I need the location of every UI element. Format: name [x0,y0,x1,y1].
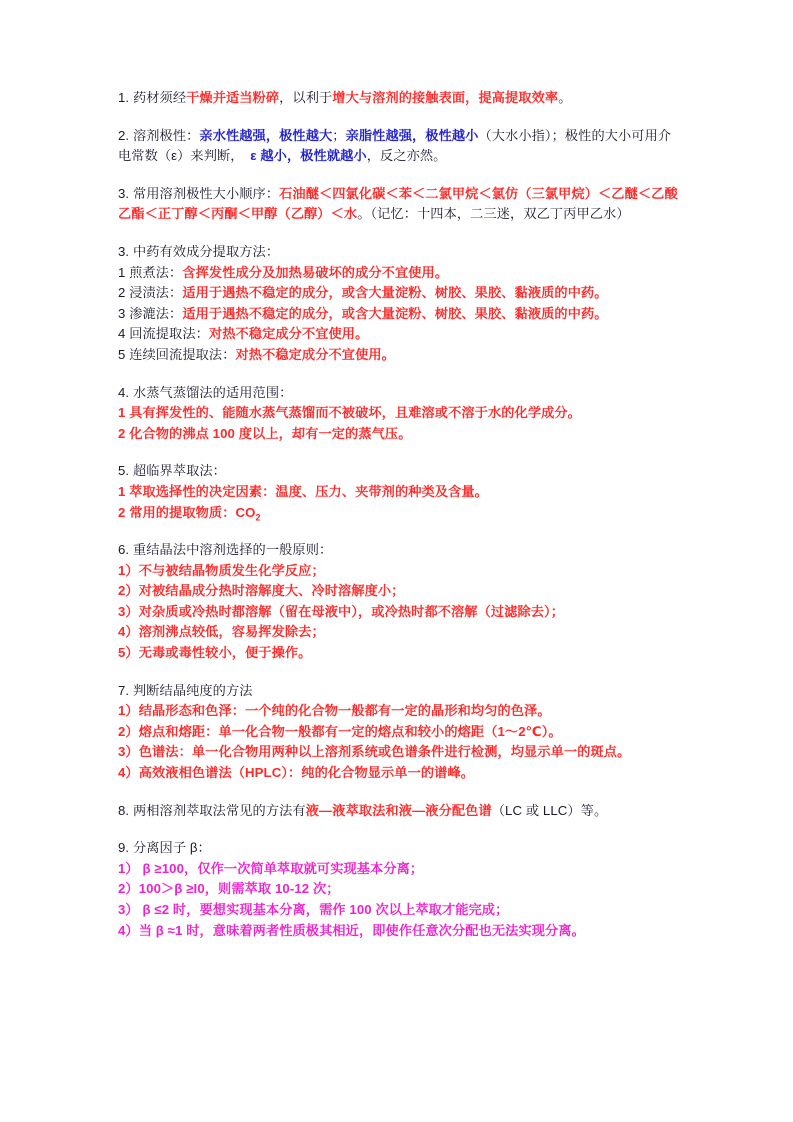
text-run: 1. 药材须经 [118,90,187,105]
text-run: 适用于遇热不稳定的成分，或含大量淀粉、树胶、果胶、黏液质的中药。 [182,305,608,321]
text-line [118,763,682,784]
text-block [118,242,682,366]
text-block [118,88,682,109]
text-run: 8. 两相溶剂萃取法常见的方法有 [118,802,306,818]
text-line [118,540,682,561]
text-run: 适用于遇热不稳定的成分，或含大量淀粉、树胶、果胶、黏液质的中药。 [182,285,608,301]
text-run: 3. 常用溶剂极性大小顺序： [118,185,280,201]
text-run: （LC 或 LLC）等。 [491,802,608,818]
text-run: 4. 水蒸气蒸馏法的适用范围： [118,384,293,400]
text-line [118,482,682,503]
text-line [118,503,682,524]
text-run: 1 萃取选择性的决定因素：温度、压力、夹带剂的种类及含量。 [118,483,488,499]
text-run: 7. 判断结晶纯度的方法 [118,682,253,698]
text-line [118,900,682,921]
text-run: 含挥发性成分及加热易破坏的成分不宜使用。 [182,264,449,280]
text-line [118,283,682,304]
text-run: 对热不稳定成分不宜使用。 [208,326,369,342]
text-line [118,461,682,482]
text-run: 5）无毒或毒性较小，便于操作。 [118,645,312,661]
text-run: 液—液萃取法和液—液分配色谱 [305,802,492,818]
text-run: 3）对杂质或冷热时都溶解（留在母液中），或冷热时都不溶解（过滤除去）； [118,603,565,619]
text-run: 6. 重结晶法中溶剂选择的一般原则： [118,542,333,558]
text-line [118,242,682,263]
text-run: 2 化合物的沸点 100 度以上，却有一定的蒸气压。 [118,425,412,441]
text-line [118,701,682,722]
text-run: 3. 中药有效成分提取方法： [118,243,280,259]
text-run: 石油醚＜四氯化碳＜苯＜二氯甲烷＜氯仿（三氯甲烷）＜乙醚＜乙酸乙酯＜正丁醇＜丙酮＜甲醇（乙醇）＜水 [118,185,678,222]
text-line [118,879,682,900]
text-run: 3） β ≤2 时，要想实现基本分离，需作 100 次以上萃取才能完成； [118,902,509,917]
text-run: 对热不稳定成分不宜使用。 [235,346,395,362]
text-block [118,184,682,225]
text-run: 4 回流提取法： [118,326,209,342]
text-line [118,88,682,109]
text-line [118,184,682,225]
text-line [118,383,682,404]
text-line [118,681,682,702]
text-line [118,722,682,743]
text-run: 2. 溶剂极性： [118,127,200,143]
text-run: 2）熔点和熔距：单一化合物一般都有一定的熔点和较小的熔距（1～2℃）。 [118,723,562,739]
text-run: ，以利于 [279,90,333,105]
text-line [118,921,682,942]
text-run: 4）高效液相色谱法（HPLC）：纯的化合物显示单一的谱峰。 [118,765,475,781]
text-run: 2 浸渍法： [118,285,183,301]
text-run: 5. 超临界萃取法： [118,463,226,479]
text-block [118,126,682,167]
text-run: 9. 分离因子 β： [118,840,211,856]
text-run: 2）对被结晶成分热时溶解度大、冷时溶解度小； [118,583,405,599]
text-line [118,345,682,366]
text-line [118,561,682,582]
text-line [118,126,682,167]
text-block [118,383,682,445]
text-line [118,643,682,664]
text-run: ε 越小，极性就越小 [250,148,367,164]
text-run: 5 连续回流提取法： [118,346,236,362]
text-run: （大水小指）；极性的大小可用介电常数（ε）来判断， [118,127,672,164]
text-run: 。 [558,90,572,105]
text-line [118,838,682,859]
text-run: 1 煎煮法： [118,264,183,280]
text-run: 3 渗漉法： [118,305,183,321]
document-body [118,88,682,958]
text-run: 1）结晶形态和色泽：一个纯的化合物一般都有一定的晶形和均匀的色泽。 [118,703,551,719]
text-line [118,304,682,325]
text-run: 亲水性越强，极性越大 [199,127,333,143]
text-run: 。（记忆：十四本，二三迷，双乙丁丙甲乙水） [357,206,630,222]
text-line [118,602,682,623]
text-run: 1） β ≥100，仅作一次简单萃取就可实现基本分离； [118,860,424,876]
text-block [118,838,682,941]
text-run: 2 常用的提取物质：CO [118,504,256,520]
text-line [118,622,682,643]
text-run: 4）当 β ≈1 时，意味着两者性质极其相近，即使作任意次分配也无法实现分离。 [118,922,585,938]
text-line [118,263,682,284]
text-block [118,801,682,822]
text-run: 2 [255,512,261,523]
text-run: ，反之亦然。 [366,148,447,164]
text-line [118,403,682,424]
text-run: 1 具有挥发性的、能随水蒸气蒸馏而不被破坏，且难溶或不溶于水的化学成分。 [118,405,581,421]
text-run: 1）不与被结晶物质发生化学反应； [118,562,325,578]
text-line [118,581,682,602]
text-run: 2）100＞β ≥I0，则需萃取 10-12 次； [118,881,340,897]
text-run: ； [332,127,346,143]
text-block [118,461,682,523]
text-run: 增大与溶剂的接触表面，提高提取效率 [332,90,559,105]
text-run: 亲脂性越强，极性越小 [345,127,479,143]
text-block [118,681,682,784]
text-run: 4）溶剂沸点较低，容易挥发除去； [118,624,325,640]
text-run: 干燥并适当粉碎 [186,90,280,105]
text-line [118,742,682,763]
text-run: 3）色谱法：单一化合物用两种以上溶剂系统或色谱条件进行检测，均显示单一的斑点。 [118,744,631,760]
text-line [118,859,682,880]
text-line [118,424,682,445]
text-block [118,540,682,664]
text-line [118,801,682,822]
text-line [118,324,682,345]
